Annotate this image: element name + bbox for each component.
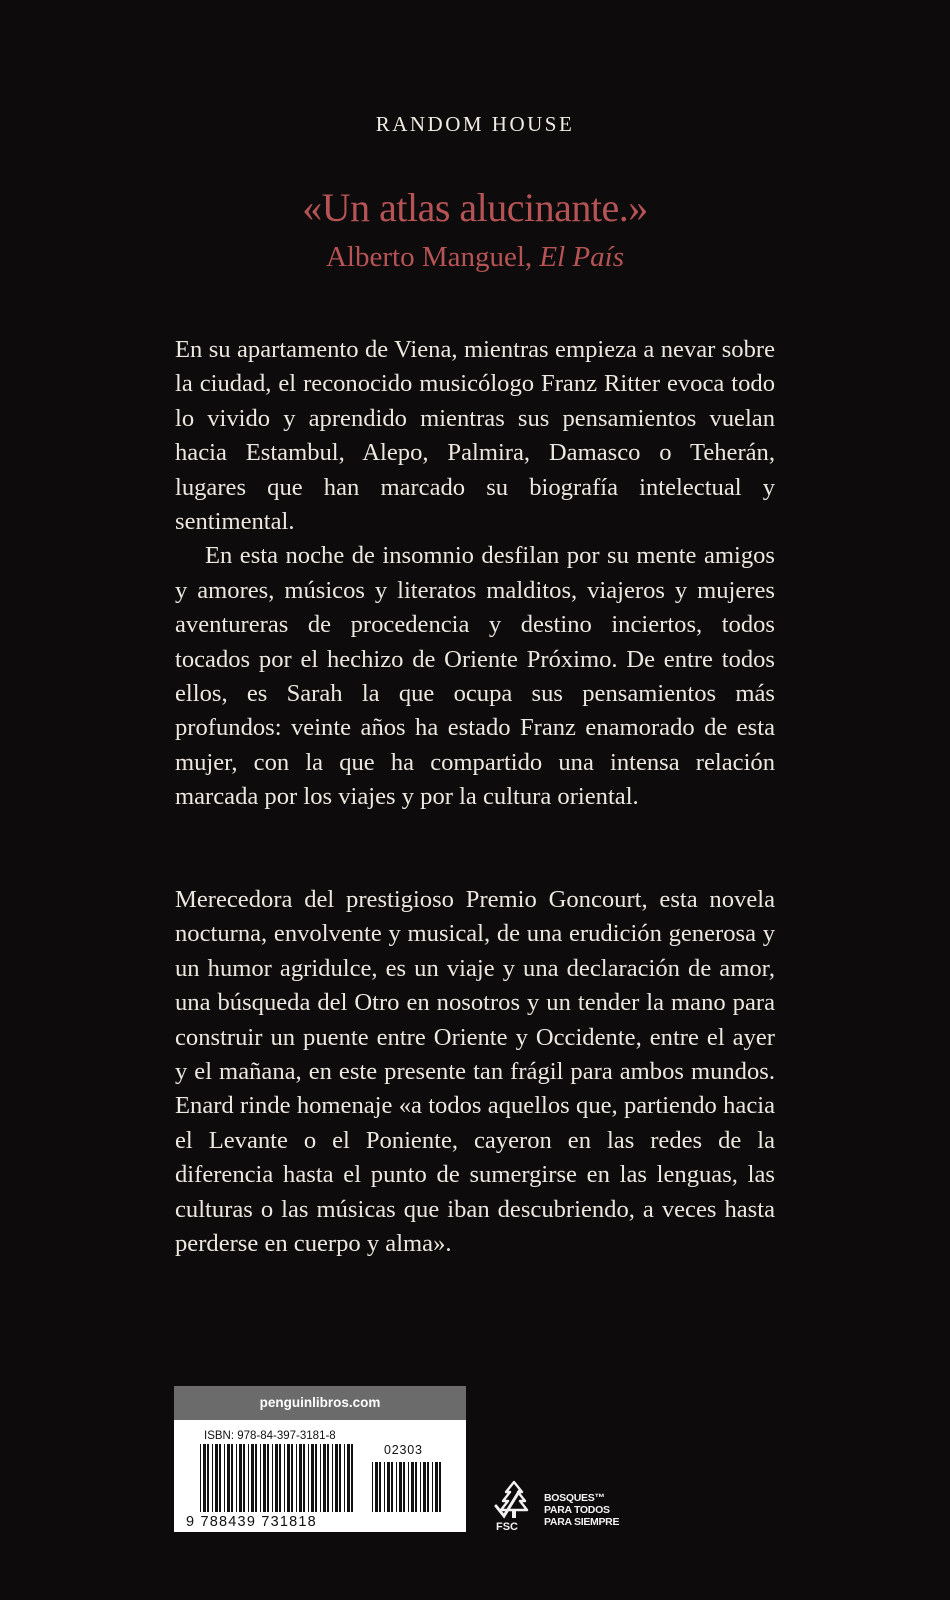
barcode-bar [284, 1444, 285, 1512]
addon-barcode-bars [372, 1462, 441, 1512]
barcode-bar [227, 1444, 230, 1512]
barcode-bar [351, 1444, 353, 1512]
fsc-logo [492, 1478, 652, 1538]
fsc-tagline [544, 1492, 619, 1528]
barcode-bar [415, 1462, 417, 1512]
barcode-bar [335, 1444, 338, 1512]
barcode-bar [207, 1444, 209, 1512]
barcode-bar [323, 1444, 326, 1512]
fsc-tagline-line: BOSQUES™ [544, 1492, 605, 1504]
barcode-bar [224, 1444, 225, 1512]
barcode-bar [411, 1462, 414, 1512]
barcode-bar [200, 1444, 201, 1512]
press-quote: «Un atlas alucinante.» [302, 185, 648, 230]
addon-digits: 02303 [384, 1443, 423, 1457]
barcode-bar [296, 1444, 297, 1512]
quote-attribution [0, 241, 950, 274]
barcode-bar [327, 1444, 329, 1512]
publisher-name: RANDOM HOUSE [375, 112, 575, 136]
barcode-bar [311, 1444, 314, 1512]
barcode-bar [260, 1444, 261, 1512]
barcode-bar [239, 1444, 242, 1512]
barcode-bar [287, 1444, 290, 1512]
award-section [175, 883, 775, 1261]
fsc-label: FSC [496, 1521, 518, 1533]
barcode-bar [272, 1444, 273, 1512]
barcode-bar [251, 1444, 254, 1512]
barcode-bar [308, 1444, 309, 1512]
barcode-digits: 9 788439 731818 [186, 1514, 317, 1530]
synopsis-section [175, 333, 775, 815]
barcode-bar [291, 1444, 293, 1512]
barcode-bar [347, 1444, 350, 1512]
barcode-bar [403, 1462, 405, 1512]
barcode-bar [267, 1444, 269, 1512]
barcode-bar [387, 1462, 390, 1512]
barcode-bar [375, 1462, 378, 1512]
fsc-tagline-line: PARA SIEMPRE [544, 1516, 620, 1528]
barcode-bar [339, 1444, 341, 1512]
barcode-bar [396, 1462, 397, 1512]
fsc-tagline-line: PARA TODOS [544, 1504, 610, 1516]
barcode-bar [344, 1444, 345, 1512]
barcode-bar [408, 1462, 409, 1512]
barcode-bar [320, 1444, 321, 1512]
barcode-bar [420, 1462, 421, 1512]
barcode-bar [219, 1444, 221, 1512]
tree-check-icon [492, 1478, 542, 1522]
isbn-label: ISBN: 978-84-397-3181-8 [204, 1430, 336, 1442]
barcode-bar [236, 1444, 237, 1512]
barcode-bar [399, 1462, 402, 1512]
barcode-bar [255, 1444, 257, 1512]
barcode-bar [315, 1444, 317, 1512]
barcode-bar [263, 1444, 266, 1512]
synopsis-paragraph: En su apartamento de Viena, mientras empieza a nevar sobre la ciudad, el reconocido musicólogo Franz Ritter evoca todo lo vivido y aprendido mientras sus pensamientos vuelan hacia Estambul, Alepo, Palmira, Damasco o Teherán, lugares que han marcado su biografía intelectual y sentimental. [175, 336, 775, 536]
barcode-bar [432, 1462, 433, 1512]
barcode-bar [275, 1444, 278, 1512]
award-paragraph: Merecedora del prestigioso Premio Goncourt, esta novela nocturna, envolvente y musical, de una erudición generosa y un humor agridulce, es un viaje y una declaración de amor, una búsqueda del Otro en nosotros y un tender la mano para construir un puente entre Oriente y Occidente, entre el ayer y el mañana, en este presente tan frágil para ambos mundos. Enard rinde homenaje «a todos aquellos que, partiendo hacia el Levante o el Poniente, cayeron en las redes de la diferencia hasta el punto de sumergirse en las lenguas, las culturas o las músicas que iban descubriendo, a veces hasta perderse en cuerpo y alma». [175, 886, 775, 1258]
barcode-bar [384, 1462, 385, 1512]
barcode-bar [439, 1462, 441, 1512]
quote-author: Alberto Manguel, [325, 241, 540, 273]
publisher-website: penguinlibros.com [174, 1386, 466, 1420]
isbn-barcode-block [174, 1386, 466, 1532]
quote-source: El País [539, 241, 624, 273]
barcode-bar [423, 1462, 426, 1512]
barcode-bar [391, 1462, 393, 1512]
barcode-bar [248, 1444, 249, 1512]
barcode-bar [303, 1444, 305, 1512]
barcode-bar [231, 1444, 233, 1512]
barcode-bar [435, 1462, 438, 1512]
barcode-bars [200, 1444, 353, 1512]
barcode-bar [212, 1444, 213, 1512]
barcode-bar [243, 1444, 245, 1512]
barcode-bar [379, 1462, 381, 1512]
barcode-bar [215, 1444, 218, 1512]
barcode-graphic [174, 1386, 466, 1532]
barcode-bar [332, 1444, 333, 1512]
barcode-bar [279, 1444, 281, 1512]
barcode-bar [203, 1444, 206, 1512]
barcode-bar [372, 1462, 373, 1512]
synopsis-paragraph: En esta noche de insomnio desfilan por su mente amigos y amores, músicos y literatos malditos, viajeros y mujeres aventureras de procedencia y destino inciertos, todos tocados por el hechizo de Oriente Próximo. De entre todos ellos, es Sarah la que ocupa sus pensamientos más profundos: veinte años ha estado Franz enamorado de esta mujer, con la que ha compartido una intensa relación marcada por los viajes y por la cultura oriental. [175, 542, 775, 811]
barcode-bar [427, 1462, 429, 1512]
barcode-bar [299, 1444, 302, 1512]
